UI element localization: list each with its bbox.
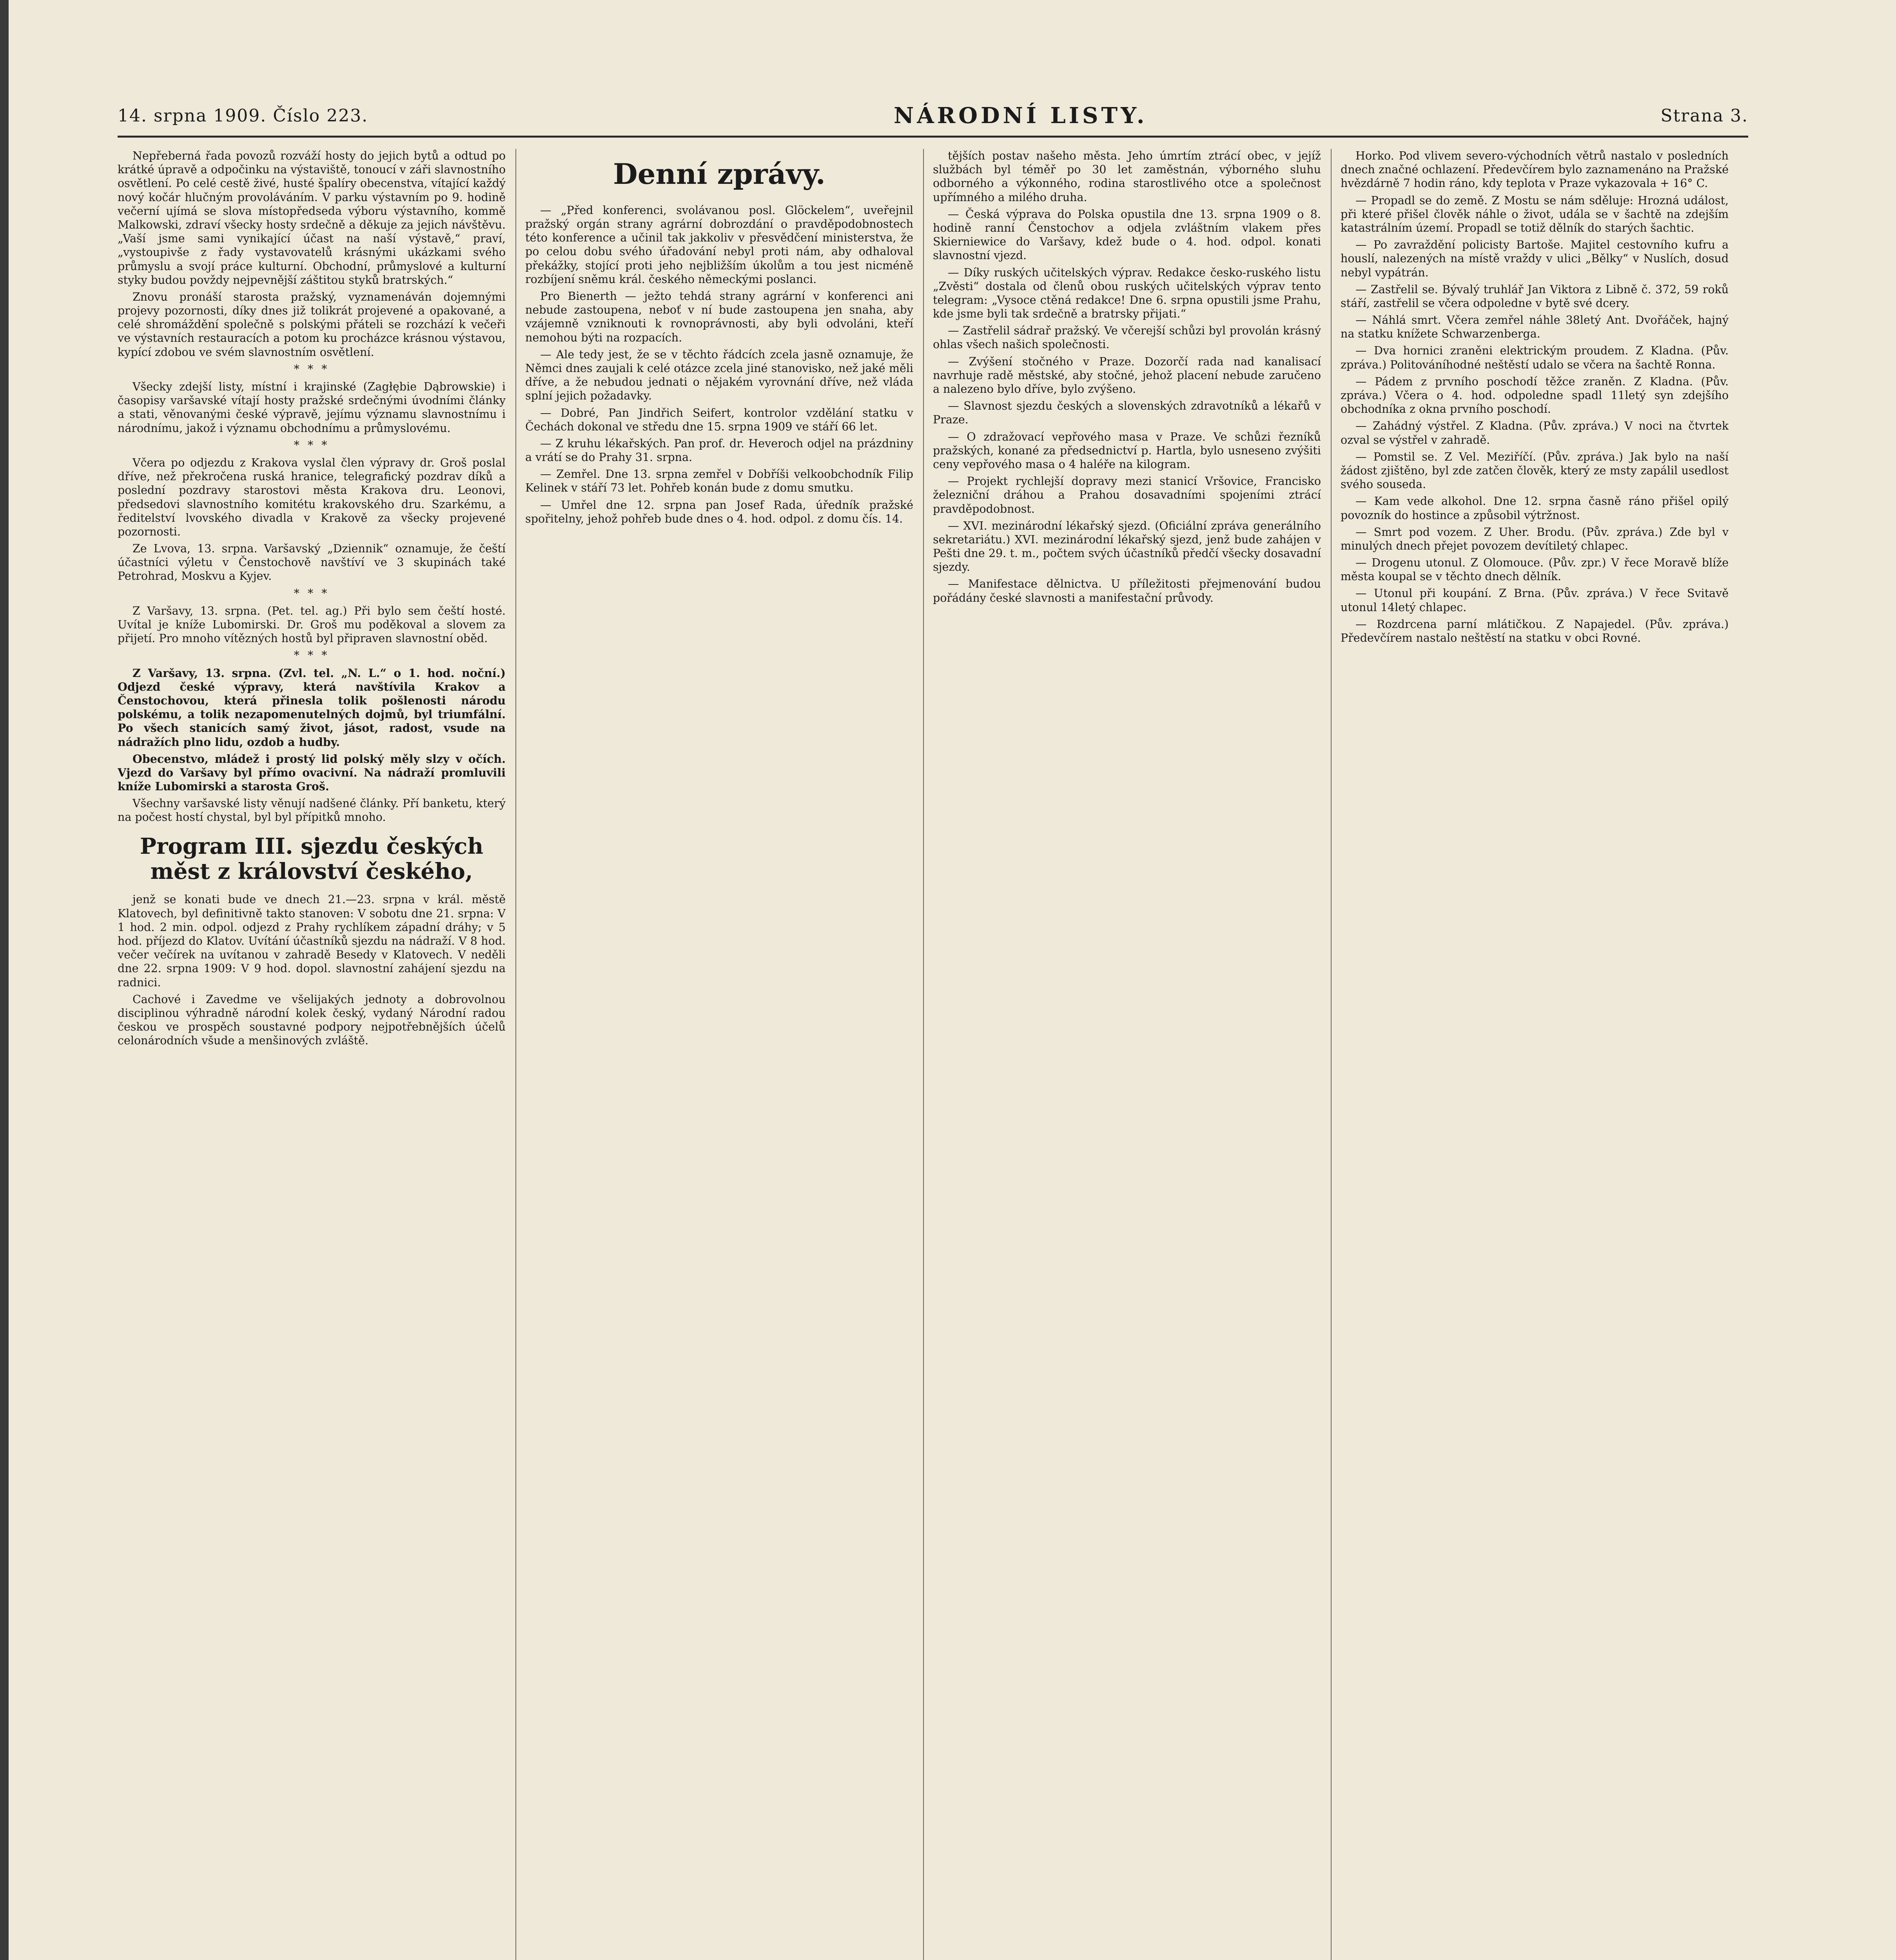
article-paragraph: Horko. Pod vlivem severo-východních větrů nastalo v posledních dnech značné ochlazení. Předevčírem bylo zaznamenáno na Pražské hvězdárně 7 hodin ráno, kdy teplota v Praze vykazovala + 16° C. (1341, 149, 1729, 190)
article-paragraph: — Zastřelil se. Bývalý truhlář Jan Viktora z Libně č. 372, 59 roků stáří, zastřelil se včera odpoledne v bytě své dcery. (1341, 283, 1729, 310)
article-paragraph: — Umřel dne 12. srpna pan Josef Rada, úředník pražské spořitelny, jehož pohřeb bude dnes o 4. hod. odpol. z domu čís. 14. (525, 498, 913, 525)
article-paragraph: Všecky zdejší listy, místní i krajinské (Zagłębie Dąbrowskie) i časopisy varšavské vítají hosty pražské srdečnými úvodními články a stati, věnovanými české výpravě, jejímu významu slavnostnímu i národnímu, jakož i významu obchodnímu a průmyslovému. (118, 380, 506, 435)
article-paragraph: Všechny varšavské listy věnují nadšené články. Pří banketu, který na počest hostí chystal, byl byl přípitků mnoho. (118, 797, 506, 824)
article-paragraph: — Ale tedy jest, že se v těchto řádcích zcela jasně oznamuje, že Němci dnes zaujali k celé otázce zcela jiné stanovisko, než jaké měli dříve, a že nebudou jednati o nějakém vyrovnání dříve, než vláda splní jejich požadavky. (525, 348, 913, 403)
article-paragraph: — Zastřelil sádrař pražský. Ve včerejší schůzi byl provolán krásný ohlas všech našich společnosti. (933, 324, 1321, 351)
article-paragraph: — „Před konferenci, svolávanou posl. Glöckelem“, uveřejnil pražský orgán strany agrární dobrozdání o pravděpodobnostech této konference a učinil tak jakkoliv v přesvědčení ministerstva, že po celou dobu svého úřadování nebyl proti nám, aby odhaloval překážky, stojící proti jeho nejbližším úkolům a tou jest nicméně rozbíjení sněmu král. českého německými poslanci. (525, 203, 913, 286)
column-divider (923, 149, 924, 1960)
article-paragraph: — XVI. mezinárodní lékařský sjezd. (Oficiální zpráva generálního sekretariátu.) XVI. mezinárodní lékařský sjezd, jenž bude zahájen v Pešti dne 29. t. m., počtem svých účastníků předčí všecky dosavadní sjezdy. (933, 519, 1321, 574)
article-paragraph: — Česká výprava do Polska opustila dne 13. srpna 1909 o 8. hodině ranní Čenstochov a odjela zvláštním vlakem přes Skierniewice do Varšavy, kdež bude o 4. hod. odpol. konati slavnostní vjezd. (933, 207, 1321, 262)
section-title: Denní zprávy. (613, 157, 826, 191)
article-paragraph: — Po zavraždění policisty Bartoše. Majitel cestovního kufru a houslí, nalezených na místě vraždy v ulici „Bělky“ v Nuslích, dosud nebyl vypátrán. (1341, 238, 1729, 279)
article-paragraph: Z Varšavy, 13. srpna. (Zvl. tel. „N. L.“ o 1. hod. noční.) Odjezd české výpravy, která navštívila Krakov a Čenstochovou, která přinesla tolik pošlenosti národu polskému, a tolik nezapomenutelných dojmů, byl triumfální. Po všech stanicích samý život, jásot, radost, vsude na nádražích plno lidu, ozdob a hudby. (118, 666, 506, 749)
article-paragraph: — Zvýšení stočného v Praze. Dozorčí rada nad kanalisací navrhuje radě městské, aby stočné, jehož placení nebude zaručeno a nalezeno bylo dříve, bylo zvýšeno. (933, 355, 1321, 396)
article-paragraph: — Slavnost sjezdu českých a slovenských zdravotníků a lékařů v Praze. (933, 399, 1321, 426)
article-paragraph: — Dobré, Pan Jindřich Seifert, kontrolor vzdělání statku v Čechách dokonal ve středu dne 15. srpna 1909 ve stáří 66 let. (525, 406, 913, 433)
issue-date-number: 14. srpna 1909. Číslo 223. (118, 106, 368, 126)
article-paragraph: — Dva hornici zraněni elektrickým proudem. Z Kladna. (Pův. zpráva.) Politováníhodné neštěstí udalo se včera na šachtě Ronna. (1341, 344, 1729, 371)
column-4 (1341, 149, 1729, 1960)
article-paragraph: Ze Lvova, 13. srpna. Varšavský „Dziennik“ oznamuje, že čeští účastníci výletu v Čenstochově navštíví ve 3 skupinách také Petrohrad, Moskvu a Kyjev. (118, 542, 506, 583)
article-paragraph: Znovu pronáší starosta pražský, vyznamenáván dojemnými projevy pozornosti, díky dnes již tolikrát projevené a opakované, a celé shromáždění společně s polskými přáteli se rozchází k večeři ve výstavních restauracích a potom ku procházce krásnou výstavou, kypící zdobou ve svém slavnostním osvětlení. (118, 290, 506, 359)
article-paragraph: — Náhlá smrt. Včera zemřel náhle 38letý Ant. Dvořáček, hajný na statku knížete Schwarzenberga. (1341, 314, 1729, 341)
column-divider (515, 149, 516, 1960)
article-paragraph: jenž se konati bude ve dnech 21.—23. srpna v král. městě Klatovech, byl definitivně takto stanoven: V sobotu dne 21. srpna: V 1 hod. 2 min. odpol. odjezd z Prahy rychlíkem západní dráhy; v 5 hod. příjezd do Klatov. Uvítání účastníků sjezdu na nádraží. V 8 hod. večer večírek na uvítanou v zahradě Besedy v Klatovech. V neděli dne 22. srpna 1909: V 9 hod. dopol. slavnostní zahájení sjezdu na radnici. (118, 893, 506, 989)
page-number: Strana 3. (1660, 106, 1748, 126)
article-paragraph: — Z kruhu lékařských. Pan prof. dr. Heveroch odjel na prázdniny a vrátí se do Prahy 31. srpna. (525, 437, 913, 464)
column-3 (933, 149, 1321, 1960)
header-rule (118, 136, 1748, 138)
separator: * * * (294, 438, 330, 452)
article-paragraph: — Propadl se do země. Z Mostu se nám sděluje: Hrozná událost, při které přišel člověk náhle o život, udála se v šachtě na zdejším katastrálním území. Propadl se totiž dělník do starých šachtic. (1341, 194, 1729, 234)
article-paragraph: — Zemřel. Dne 13. srpna zemřel v Dobříši velkoobchodník Filip Kelinek v stáří 73 let. Pohřeb konán bude z domu smutku. (525, 468, 913, 495)
article-paragraph: — O zdražovací vepřového masa v Praze. Ve schůzi řezníků pražských, konané za předsednictví p. Hartla, bylo usneseno zvýšiti ceny vepřového masa o 4 haléře na kilogram. (933, 430, 1321, 471)
article-paragraph: Pro Bienerth — ježto tehdá strany agrární v konferenci ani nebude zastoupena, neboť v ní bude zastoupena jen snaha, aby vzájemně vzniknouti k rovnoprávnosti, aby byli odvoláni, kteří nemohou býti na rozpacích. (525, 290, 913, 344)
column-1 (118, 149, 506, 1960)
separator: * * * (294, 649, 330, 662)
article-paragraph: Z Varšavy, 13. srpna. (Pet. tel. ag.) Při bylo sem čeští hosté. Uvítal je kníže Lubomirski. Dr. Groš mu poděkoval a slovem za přijetí. Pro mnoho vítězných hostů byl připraven slavnostní oběd. (118, 604, 506, 645)
article-paragraph: — Pádem z prvního poschodí těžce zraněn. Z Kladna. (Pův. zpráva.) Včera o 4. hod. odpoledne spadl 11letý syn zdejšího obchodníka z okna prvního poschodí. (1341, 375, 1729, 416)
article-heading: Program III. sjezdu českých měst z království českého, (140, 833, 484, 885)
article-paragraph: Nepřeberná řada povozů rozváží hosty do jejich bytů a odtud po krátké úpravě a odpočinku na výstaviště, tonoucí v záři slavnostního osvětlení. Po celé cestě živé, husté špalíry obecenstva, vítající každý nový kočár hlučným provoláváním. V parku výstavním po 9. hodině večerní ujímá se slova místopředseda výboru výstavního, kommě Malkowski, zdraví všecky hosty srdečně a děkuje za jejich návštěvu. „Vaší jsme sami vynikající účast na naší výstavě,“ praví, „vystoupivše z řady vystavovatelů krásnými ukázkami svého průmyslu a svojí práce kulturní. Obchodní, průmyslové a kulturní styky budou povždy nejpevnější záštitou styků bratrských.“ (118, 149, 506, 287)
article-paragraph: — Utonul při koupání. Z Brna. (Pův. zpráva.) V řece Svitavě utonul 14letý chlapec. (1341, 587, 1729, 614)
column-divider (1331, 149, 1332, 1960)
article-paragraph: Obecenstvo, mládež i prostý lid polský měly slzy v očích. Vjezd do Varšavy byl přímo ovacivní. Na nádraží promluvili kníže Lubomirski a starosta Groš. (118, 752, 506, 793)
article-paragraph: — Smrt pod vozem. Z Uher. Brodu. (Pův. zpráva.) Zde byl v minulých dnech přejet povozem devítiletý chlapec. (1341, 525, 1729, 552)
page-header (118, 103, 1748, 137)
newspaper-title: NÁRODNÍ LISTY. (894, 103, 1148, 129)
article-paragraph: Cachové i Zavedme ve všelijakých jednoty a dobrovolnou disciplinou výhradně národní kolek český, vydaný Národní radou českou ve prospěch soustavné podpory nejpotřebnějších účelů celonárodních všude a menšinových zvláště. (118, 993, 506, 1047)
article-paragraph: — Pomstil se. Z Vel. Meziříčí. (Pův. zpráva.) Jak bylo na naší žádost zjištěno, byl zde zatčen člověk, který ze msty zapálil usedlost svého souseda. (1341, 450, 1729, 491)
separator: * * * (294, 586, 330, 600)
article-paragraph: — Díky ruských učitelských výprav. Redakce česko-ruského listu „Zvěsti“ dostala od členů obou ruských učitelských výprav tento telegram: „Vysoce ctěná redakce! Dne 6. srpna opustili jsme Prahu, kde jsme byli tak srdečně a bratrsky přijati.“ (933, 266, 1321, 321)
article-paragraph: — Drogenu utonul. Z Olomouce. (Pův. zpr.) V řece Moravě blíže města koupal se v těchto dnech dělník. (1341, 556, 1729, 583)
scan-edge (0, 0, 9, 1960)
article-paragraph: — Rozdrcena parní mlátičkou. Z Napajedel. (Pův. zpráva.) Předevčírem nastalo neštěstí na statku v obci Rovné. (1341, 617, 1729, 644)
article-paragraph: Včera po odjezdu z Krakova vyslal člen výpravy dr. Groš poslal dříve, než překročena ruská hranice, telegrafický pozdrav díků a poslední pozdravy starostovi města Krakova dru. Leonovi, předsedovi slavnostního komitétu krakovského dru. Szarkému, a ředitelství lvovského divadla v Krakově za všecky projevené pozornosti. (118, 456, 506, 538)
column-2 (525, 149, 913, 1960)
article-paragraph: tějších postav našeho města. Jeho úmrtím ztrácí obec, v jejíž službách byl téměř po 30 let zaměstnán, výborného sluhu odborného a výkonného, rodina starostlivého otce a společnost upřímného a milého druha. (933, 149, 1321, 204)
separator: * * * (294, 362, 330, 376)
article-paragraph: — Zahádný výstřel. Z Kladna. (Pův. zpráva.) V noci na čtvrtek ozval se výstřel v zahradě. (1341, 419, 1729, 446)
article-paragraph: — Manifestace dělnictva. U příležitosti přejmenování budou pořádány české slavnosti a manifestační průvody. (933, 577, 1321, 604)
article-paragraph: — Projekt rychlejší dopravy mezi stanicí Vršovice, Francisko železniční dráhou a Prahou dosavadními spojeními ztrácí pravděpodobnost. (933, 475, 1321, 515)
article-paragraph: — Kam vede alkohol. Dne 12. srpna časně ráno přišel opilý povozník do hostince a způsobil výtržnost. (1341, 495, 1729, 522)
